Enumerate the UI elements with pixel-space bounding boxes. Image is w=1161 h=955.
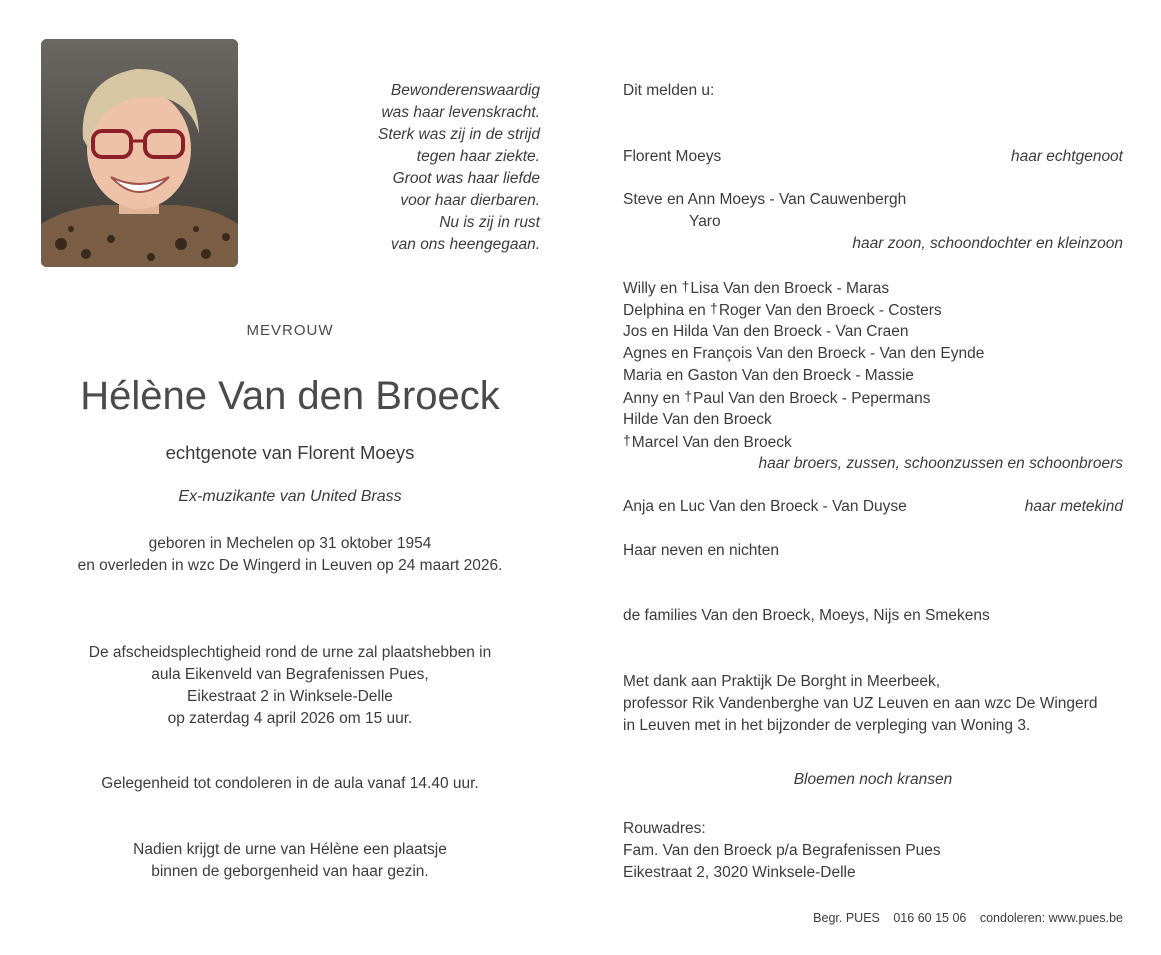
poem-line: Nu is zij in rust [439, 214, 540, 231]
godchild-relation: haar metekind [1024, 498, 1123, 515]
address-line: Rouwadres: [623, 820, 706, 837]
occupation: Ex-muzikante van United Brass [178, 488, 402, 505]
family-siblings [623, 277, 1123, 475]
families-line: de families Van den Broeck, Moeys, Nijs en Smekens [623, 607, 990, 624]
birth-line: geboren in Mechelen op 31 oktober 1954 [148, 535, 432, 552]
sibling-text: Willy en [623, 280, 682, 297]
cross-icon: † [710, 300, 718, 316]
deceased-name: Hélène Van den Broeck [80, 374, 500, 418]
ceremony-line: Eikestraat 2 in Winksele-Delle [187, 688, 393, 705]
sibling-text: Maria en Gaston Van den Broeck - Massie [623, 367, 914, 384]
cross-icon: † [684, 388, 692, 404]
urn-info [40, 839, 540, 883]
sibling-row [623, 343, 1123, 365]
birth-death-info [40, 533, 540, 577]
godchild-name: Anja en Luc Van den Broeck - Van Duyse [623, 498, 907, 515]
mourning-address [623, 818, 1123, 884]
urn-line: binnen de geborgenheid van haar gezin. [151, 863, 429, 880]
family-spouse [623, 146, 1123, 168]
announcement-intro: Dit melden u: [623, 82, 715, 99]
poem-line: was haar levenskracht. [381, 104, 540, 121]
sibling-text: Jos en Hilda Van den Broeck - Van Craen [623, 323, 909, 340]
ceremony-line: op zaterdag 4 april 2026 om 15 uur. [167, 710, 413, 727]
address-line: Fam. Van den Broeck p/a Begrafenissen Pues [623, 842, 941, 859]
ceremony-line: De afscheidsplechtigheid rond de urne zal plaatshebben in [88, 644, 492, 661]
sibling-row [623, 431, 1123, 453]
sibling-row [623, 321, 1123, 343]
thanks-line: professor Rik Vandenberghe van UZ Leuven en aan wzc De Wingerd [623, 695, 1098, 712]
condolence-website: condoleren: www.pues.be [979, 911, 1123, 925]
sibling-text: Marcel Van den Broeck [631, 434, 792, 451]
spouse-line: echtgenote van Florent Moeys [165, 442, 415, 463]
portrait-photo [41, 39, 238, 267]
poem [300, 80, 540, 256]
cross-icon: † [681, 278, 690, 294]
family-godchild [623, 496, 1123, 518]
sibling-row [623, 409, 1123, 431]
spouse-relation: haar echtgenoot [1010, 148, 1123, 165]
sibling-text: Roger Van den Broeck - Costers [718, 302, 942, 319]
poem-line: Sterk was zij in de strijd [378, 126, 540, 143]
sibling-text: Anny en [623, 390, 685, 407]
thanks-text [623, 671, 1123, 737]
sibling-row [623, 277, 1123, 299]
undertaker-phone: 016 60 15 06 [893, 911, 967, 925]
son-relation: haar zoon, schoondochter en kleinzoon [852, 235, 1123, 252]
condolence-line: Gelegenheid tot condoleren in de aula vanaf 14.40 uur. [101, 775, 479, 792]
poem-line: Bewonderenswaardig [390, 82, 540, 99]
urn-line: Nadien krijgt de urne van Hélène een plaatsje [133, 841, 447, 858]
poem-line: Groot was haar liefde [392, 170, 540, 187]
sibling-row [623, 365, 1123, 387]
cousins-line: Haar neven en nichten [623, 542, 779, 559]
undertaker-name: Begr. PUES [813, 911, 880, 925]
sibling-text: Hilde Van den Broeck [623, 411, 772, 428]
ceremony-line: aula Eikenveld van Begrafenissen Pues, [151, 666, 429, 683]
cross-icon: † [623, 432, 631, 448]
grandchild-name: Yaro [689, 213, 721, 230]
poem-line: tegen haar ziekte. [416, 148, 540, 165]
thanks-line: Met dank aan Praktijk De Borght in Meerbeek, [623, 673, 941, 690]
spouse-name: Florent Moeys [623, 148, 722, 165]
sibling-row [623, 299, 1123, 321]
footer [700, 911, 1123, 925]
sibling-text: Agnes en François Van den Broeck - Van den Eynde [623, 345, 985, 362]
flowers-note: Bloemen noch kransen [793, 771, 953, 788]
poem-line: van ons heengegaan. [390, 236, 540, 253]
sibling-text: Lisa Van den Broeck - Maras [690, 280, 890, 297]
thanks-line: in Leuven met in het bijzonder de verpleging van Woning 3. [623, 717, 1031, 734]
sibling-text: Delphina en [623, 302, 711, 319]
ceremony-info [40, 642, 540, 730]
son-name: Steve en Ann Moeys - Van Cauwenbergh [623, 191, 907, 208]
title: MEVROUW [246, 322, 334, 339]
death-line: en overleden in wzc De Wingerd in Leuven op 24 maart 2026. [77, 557, 503, 574]
sibling-text: Paul Van den Broeck - Pepermans [692, 390, 931, 407]
poem-line: voor haar dierbaren. [400, 192, 540, 209]
siblings-relation: haar broers, zussen, schoonzussen en schoonbroers [758, 455, 1123, 472]
sibling-row [623, 387, 1123, 409]
family-son [623, 189, 1123, 255]
address-line: Eikestraat 2, 3020 Winksele-Delle [623, 864, 856, 881]
